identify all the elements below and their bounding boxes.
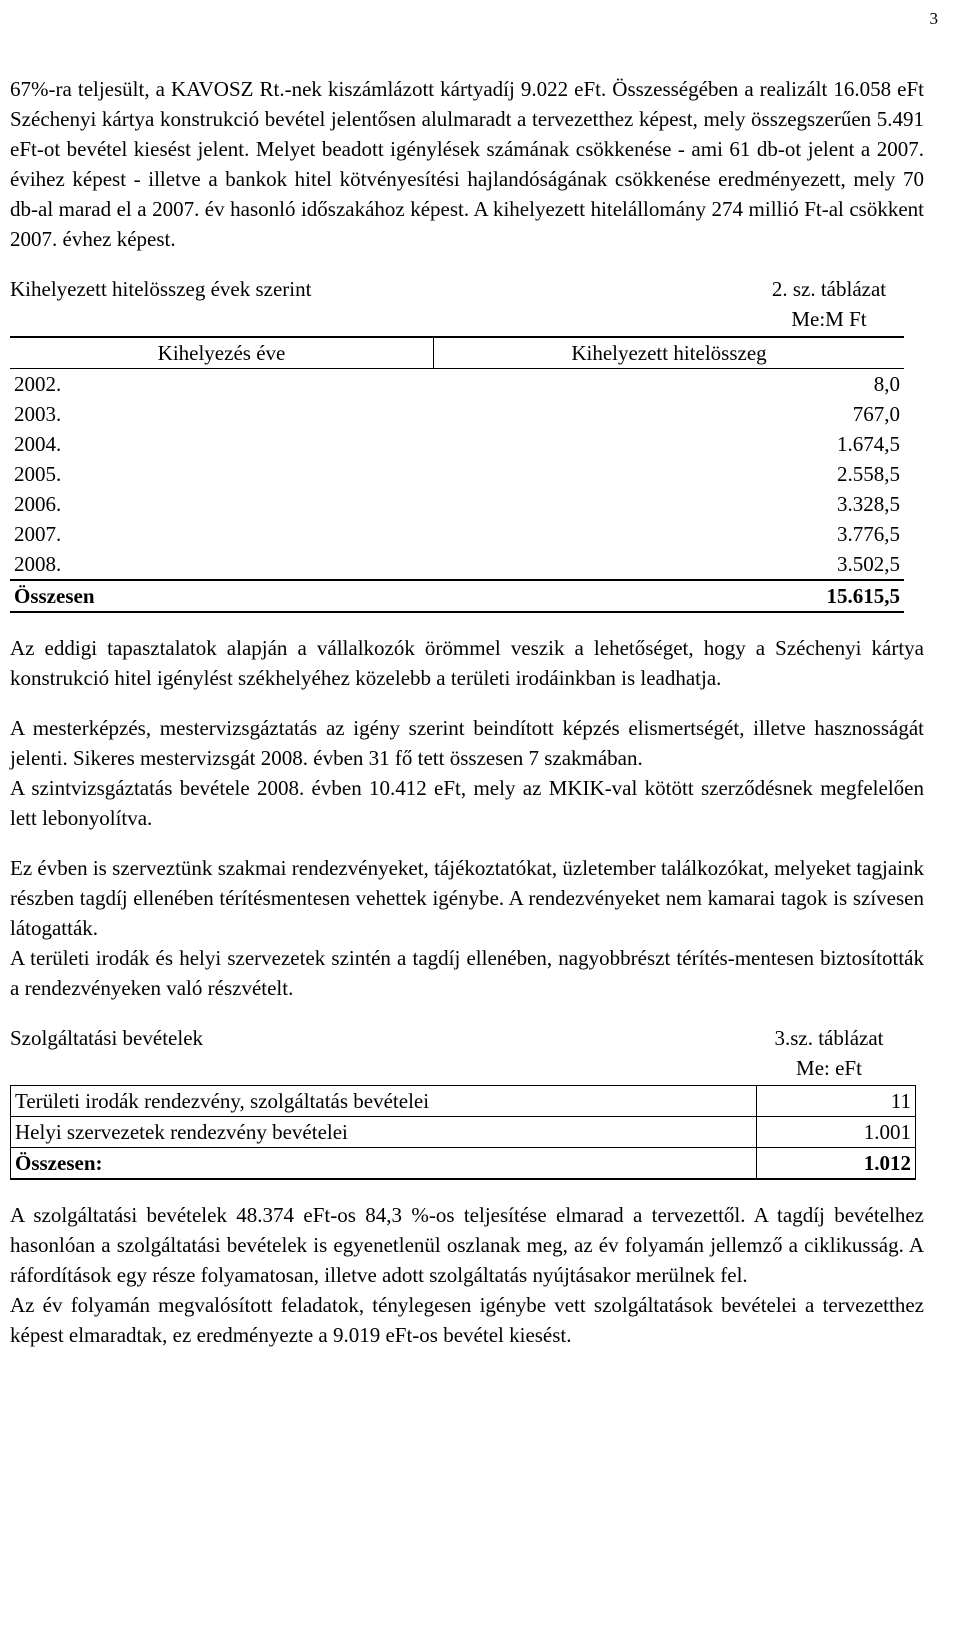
table-row <box>10 399 904 429</box>
paragraph-events: Ez évben is szerveztünk szakmai rendezvényeket, tájékoztatókat, üzletember találkozókat, melyeket tagjaink részben tagdíj ellenében térítésmentesen vehettek igénybe. A rendezvényeket nem kamarai tagok is szívesen látogatták. <box>10 856 924 940</box>
paragraph-shortfall: Az év folyamán megvalósított feladatok, ténylegesen igénybe vett szolgáltatások bevételei a tervezetthez képest elmaradtak, ez eredményezte a 9.019 eFt-os bevétel kiesést. <box>10 1293 924 1347</box>
paragraph-kartya-revenue: 67%-ra teljesült, a KAVOSZ Rt.-nek kiszámlázott kártyadíj 9.022 eFt. Összességében a realizált 16.058 eFt Széchenyi kártya konstrukció bevétel jelentősen alulmaradt a tervezetthez képest, mely összegszerűen 5.491 eFt-ot bevétel kiesést jelent. Melyet beadott igénylések számának csökkenése - ami 61 db-ot jelent a 2007. évihez képest - illetve a bankok hitel kötvényesítési hajlandóságának csökkenése eredményezett, mely 70 db-al marad el a 2007. év hasonló időszakához képest. A kihelyezett hitelállomány 274 millió Ft-al csökkent 2007. évhez képest. <box>10 77 924 251</box>
amount-cell: 2.558,5 <box>837 462 900 486</box>
table-row <box>11 1117 916 1148</box>
amount-cell: 3.502,5 <box>837 552 900 576</box>
table-total-row <box>11 1148 916 1180</box>
amount-cell: 3.776,5 <box>837 522 900 546</box>
year-cell: 2003. <box>14 402 62 426</box>
paragraph-level-exam: A szintvizsgáztatás bevétele 2008. évben 10.412 eFt, mely az MKIK-val kötött szerződésnek megfelelően lett lebonyolítva. <box>10 776 924 830</box>
service-revenue-table <box>10 1085 916 1180</box>
table-row <box>10 369 904 400</box>
amount-cell: 3.328,5 <box>837 492 900 516</box>
year-cell: 2005. <box>14 462 62 486</box>
year-cell: 2002. <box>14 372 62 396</box>
table2-number: 3.sz. táblázat <box>774 1026 884 1050</box>
table-row <box>10 429 904 459</box>
row-value: 1.001 <box>757 1117 916 1148</box>
total-label: Összesen <box>10 580 434 612</box>
row-value: 11 <box>757 1086 916 1117</box>
year-cell: 2007. <box>14 522 62 546</box>
table1-meta <box>734 274 924 334</box>
column-header-amount: Kihelyezett hitelösszeg <box>434 337 905 369</box>
table1-caption <box>10 274 924 334</box>
row-label: Területi irodák rendezvény, szolgáltatás bevételei <box>11 1086 757 1117</box>
total-label: Összesen: <box>11 1148 757 1180</box>
loans-by-year-table <box>10 336 904 613</box>
table-row <box>11 1086 916 1117</box>
spacer <box>10 833 924 853</box>
table1-unit: Me:M Ft <box>791 307 867 331</box>
row-label: Helyi szervezetek rendezvény bevételei <box>11 1117 757 1148</box>
spacer <box>10 254 924 274</box>
year-cell: 2006. <box>14 492 62 516</box>
amount-cell: 767,0 <box>852 402 900 426</box>
table-row <box>10 519 904 549</box>
total-value: 1.012 <box>757 1148 916 1180</box>
year-cell: 2008. <box>14 552 62 576</box>
paragraph-regional-offices: A területi irodák és helyi szervezetek szintén a tagdíj ellenében, nagyobbrészt térítés-mentesen biztosították a rendezvényeken való részvételt. <box>10 946 924 1000</box>
table-row <box>10 549 904 580</box>
page-number: 3 <box>929 9 938 28</box>
spacer <box>10 693 924 713</box>
table1-number: 2. sz. táblázat <box>771 277 887 301</box>
paragraph-service-revenue: A szolgáltatási bevételek 48.374 eFt-os 84,3 %-os teljesítése elmarad a tervezettől. A tagdíj bevételhez hasonlóan a szolgáltatási bevételek is egyenetlenül oszlanak meg, az év folyamán jellemző a ciklikusság. A ráfordítások egy része folyamatosan, illetve adott szolgáltatás nyújtásakor merülnek fel. <box>10 1203 924 1287</box>
table1-title: Kihelyezett hitelösszeg évek szerint <box>10 277 312 301</box>
table-header-row <box>10 337 904 369</box>
table2-meta <box>734 1023 924 1083</box>
amount-cell: 8,0 <box>873 372 900 396</box>
table2-unit: Me: eFt <box>796 1056 862 1080</box>
paragraph-master-training: A mesterképzés, mestervizsgáztatás az igény szerint beindított képzés elismertségét, illetve hasznosságát jelenti. Sikeres mestervizsgát 2008. évben 31 fő tett összesen 7 szakmában. <box>10 716 924 770</box>
table2-title: Szolgáltatási bevételek <box>10 1026 204 1050</box>
amount-cell: 1.674,5 <box>837 432 900 456</box>
table-total-row <box>10 580 904 612</box>
table-row <box>10 459 904 489</box>
column-header-year: Kihelyezés éve <box>10 337 434 369</box>
document-body <box>10 74 924 1350</box>
spacer <box>10 1003 924 1023</box>
year-cell: 2004. <box>14 432 62 456</box>
paragraph-experience: Az eddigi tapasztalatok alapján a vállalkozók örömmel veszik a lehetőséget, hogy a Széchenyi kártya konstrukció hitel igénylést székhelyéhez közelebb a területi irodáinkban is leadhatja. <box>10 636 924 690</box>
total-value: 15.615,5 <box>434 580 905 612</box>
table2-caption <box>10 1023 924 1083</box>
table-row <box>10 489 904 519</box>
